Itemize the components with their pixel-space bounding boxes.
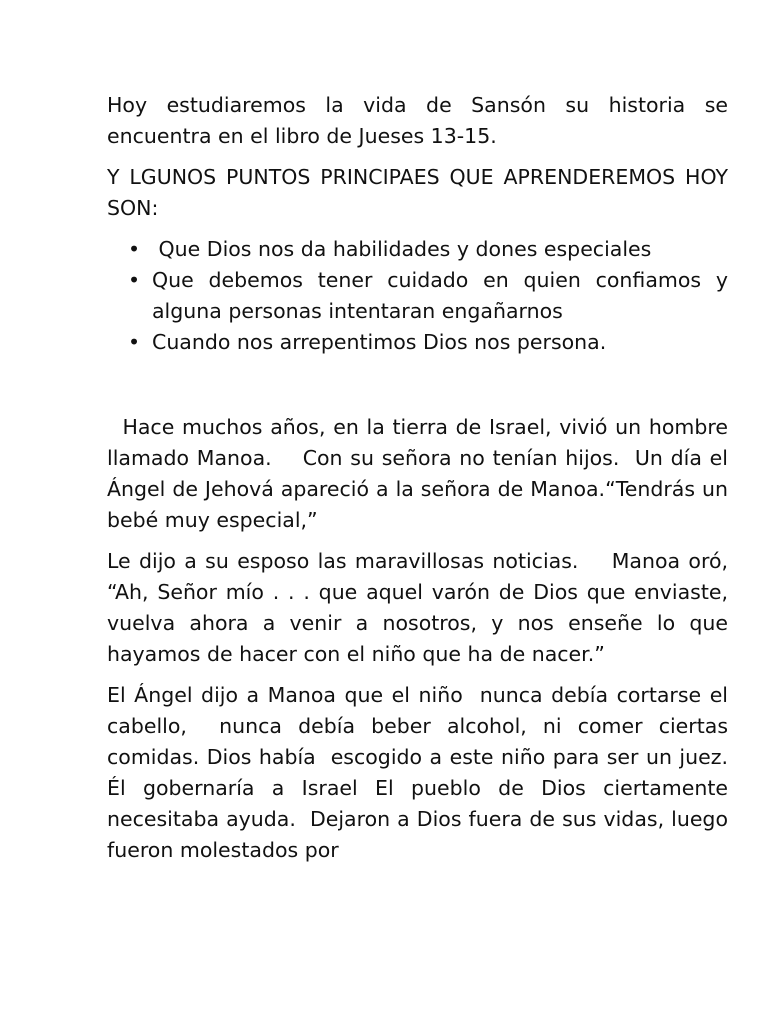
story-paragraph: Le dijo a su esposo las maravillosas noticias. Manoa oró, “Ah, Señor mío . . . que aquel varón de Dios que enviaste, vuelva ahora a venir a nosotros, y nos enseñe lo que hayamos de hacer con el niño que ha de nacer.”: [107, 549, 735, 666]
story-paragraph: El Ángel dijo a Manoa que el niño nunca debía cortarse el cabello, nunca debía beber alcohol, ni comer ciertas comidas. Dios había escogido a este niño para ser un juez. Él gobernaría a Israel El pueblo de Dios ciertamente necesitaba ayuda. Dejaron a Dios fuera de sus vidas, luego fueron molestados por: [107, 683, 742, 862]
list-item-text: Que debemos tener cuidado en quien confiamos y alguna personas intentaran engañarnos: [152, 268, 728, 323]
key-points-list: [107, 234, 728, 358]
intro-paragraph: Hoy estudiaremos la vida de Sansón su historia se encuentra en el libro de Jueses 13-15.: [107, 93, 728, 148]
bullet-icon: •: [128, 237, 141, 261]
bullet-icon: •: [128, 268, 141, 292]
points-heading: Y LGUNOS PUNTOS PRINCIPAES QUE APRENDEREMOS HOY SON:: [107, 165, 728, 220]
list-item: [128, 265, 728, 327]
document-page: [107, 90, 742, 876]
list-item-text: Que Dios nos da habilidades y dones especiales: [152, 237, 652, 261]
bullet-icon: •: [128, 330, 141, 354]
list-item: [128, 327, 728, 358]
story-paragraph: Hace muchos años, en la tierra de Israel, vivió un hombre llamado Manoa. Con su señora no tenían hijos. Un día el Ángel de Jehová apareció a la señora de Manoa.“Tendrás un bebé muy especial,”: [107, 415, 735, 532]
list-item: [128, 234, 728, 265]
section-spacer: [107, 368, 728, 412]
list-item-text: Cuando nos arrepentimos Dios nos persona.: [152, 330, 607, 354]
